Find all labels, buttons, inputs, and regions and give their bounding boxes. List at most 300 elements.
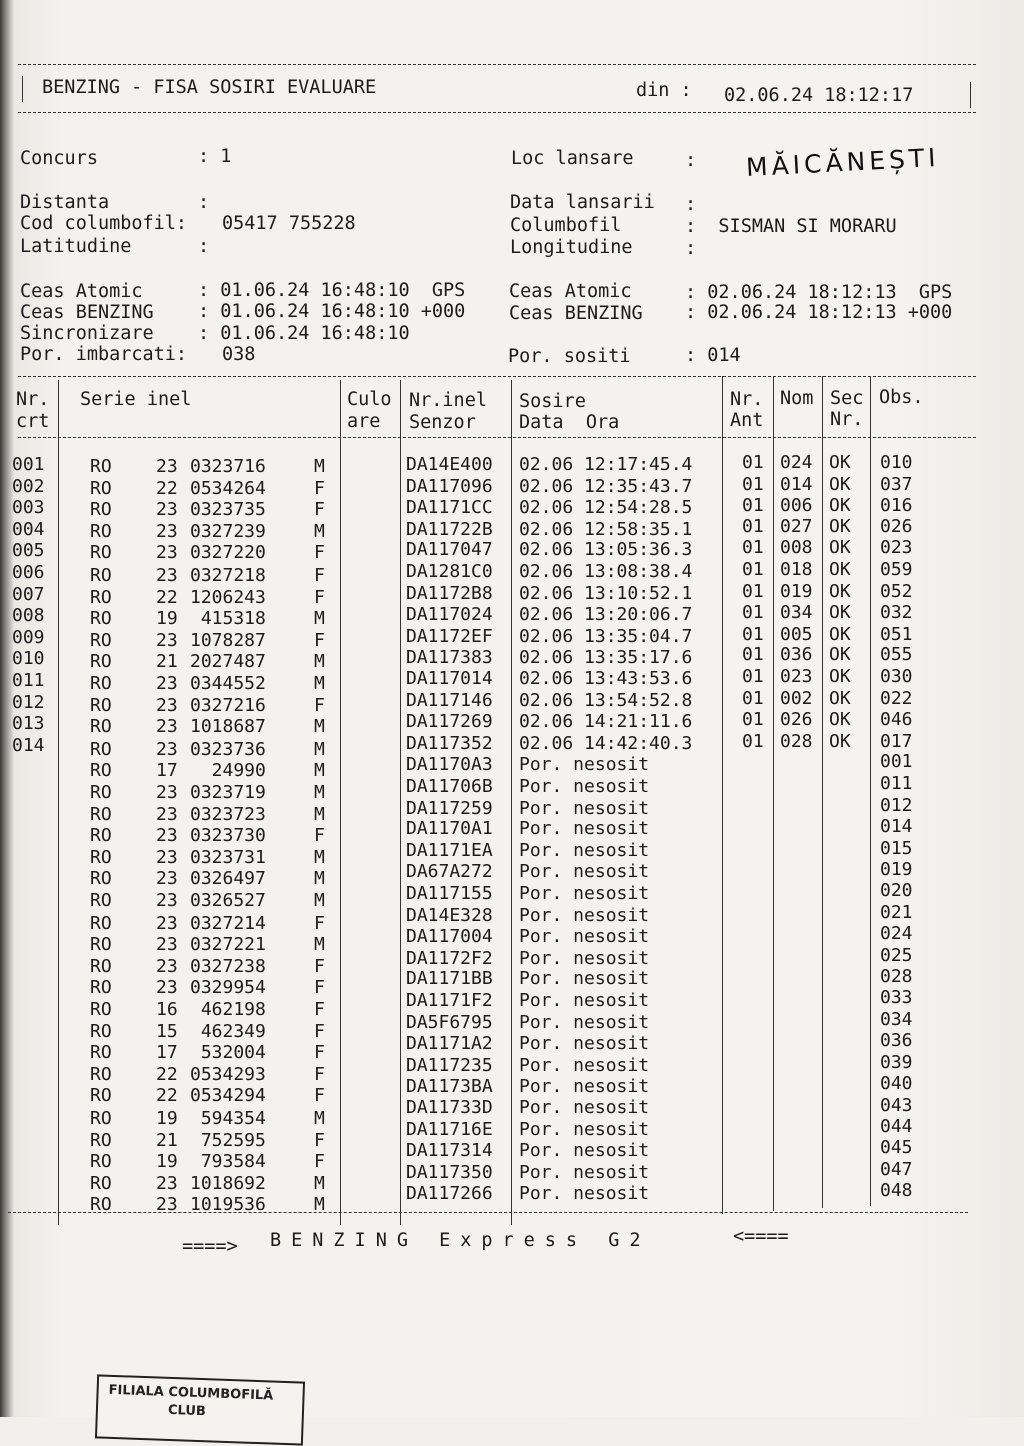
row-nom: 034 — [780, 602, 813, 624]
row-nom: 006 — [780, 495, 813, 517]
row-obs: 023 — [880, 537, 913, 559]
row-obs: 019 — [880, 859, 913, 881]
row-tara: RO — [90, 1194, 112, 1216]
row-an: 23 — [156, 1172, 178, 1194]
row-an: 23 — [156, 520, 178, 542]
row-sec: OK — [829, 452, 851, 473]
row-sosire: Por. nesosit — [519, 1076, 650, 1098]
table-row — [0, 880, 1024, 911]
col-nr-ant-2: Ant — [730, 410, 764, 431]
row-sosire: Por. nesosit — [519, 1161, 650, 1183]
longitudine-sep: : — [685, 238, 697, 259]
row-inel: 0534264 — [190, 477, 266, 499]
row-senzor: DA14E400 — [406, 454, 493, 475]
row-sex: F — [314, 565, 325, 586]
row-ant: 01 — [742, 452, 764, 473]
row-crt: 010 — [12, 648, 45, 670]
row-inel: 0323730 — [190, 825, 266, 847]
row-inel: 1206243 — [190, 586, 266, 608]
row-crt: 011 — [12, 670, 45, 691]
row-tara: RO — [90, 955, 112, 977]
row-sosire: Por. nesosit — [519, 883, 650, 904]
row-senzor: DA1172F2 — [406, 947, 493, 969]
row-inel: 0326527 — [190, 890, 266, 911]
row-an: 16 — [156, 999, 178, 1020]
row-an: 21 — [156, 651, 178, 673]
row-sex: F — [314, 477, 325, 499]
row-inel: 0327238 — [190, 955, 266, 977]
row-an: 23 — [156, 542, 178, 564]
loc-lansare-handwritten: MĂICĂNEȘTI — [745, 142, 941, 183]
row-sosire: Por. nesosit — [519, 839, 650, 861]
row-obs: 047 — [880, 1158, 913, 1180]
loc-lansare-sep: : — [685, 150, 697, 171]
table-row — [0, 580, 1024, 608]
row-senzor: DA117269 — [406, 711, 493, 733]
row-obs: 024 — [880, 923, 913, 945]
row-an: 19 — [156, 1151, 178, 1173]
row-senzor: DA117146 — [406, 689, 493, 711]
row-obs: 001 — [880, 751, 913, 773]
row-sex: M — [314, 1194, 325, 1216]
row-sex: F — [314, 499, 325, 521]
row-sex: F — [314, 912, 325, 934]
row-obs: 040 — [880, 1073, 913, 1095]
row-sosire: Por. nesosit — [519, 947, 650, 969]
row-senzor: DA1171BB — [406, 968, 493, 990]
col-culoare-1: Culo — [347, 389, 392, 410]
row-obs: 014 — [880, 816, 913, 838]
col-nom: Nom — [780, 388, 814, 409]
col-nr-ant-1: Nr. — [730, 389, 764, 410]
row-obs: 045 — [880, 1137, 913, 1159]
row-sosire: 02.06 13:35:04.7 — [519, 625, 693, 647]
ceas-atomic-start-value: : 01.06.24 16:48:10 GPS — [198, 280, 466, 301]
row-obs: 036 — [880, 1030, 913, 1052]
row-ant: 01 — [742, 515, 764, 537]
row-inel: 462349 — [190, 1020, 266, 1042]
row-tara: RO — [90, 738, 112, 760]
row-senzor: DA117024 — [406, 604, 493, 626]
row-sec: OK — [829, 709, 851, 731]
row-ant: 01 — [742, 537, 764, 559]
latitudine-sep: : — [198, 236, 210, 257]
row-senzor: DA1171A2 — [406, 1033, 493, 1055]
row-sosire: Por. nesosit — [519, 1140, 650, 1162]
row-senzor: DA117235 — [406, 1054, 493, 1076]
row-an: 23 — [156, 846, 178, 868]
row-sex: F — [314, 629, 325, 651]
row-tara: RO — [90, 868, 112, 890]
data-lansarii-sep: : — [685, 194, 697, 215]
row-tara: RO — [90, 977, 112, 999]
row-tara: RO — [90, 782, 112, 803]
row-tara: RO — [90, 999, 112, 1020]
row-ant: 01 — [742, 730, 764, 752]
ceas-atomic-start-label: Ceas Atomic — [20, 281, 143, 302]
row-tara: RO — [90, 846, 112, 868]
distanta-sep: : — [198, 192, 210, 213]
row-nom: 023 — [780, 666, 813, 687]
row-senzor: DA1281C0 — [406, 561, 493, 582]
row-ant: 01 — [742, 644, 764, 666]
row-sosire: Por. nesosit — [519, 1183, 650, 1205]
row-crt: 009 — [12, 626, 45, 648]
col-data-ora: Data Ora — [519, 412, 620, 433]
row-sec: OK — [829, 602, 851, 624]
row-senzor: DA11722B — [406, 518, 493, 540]
row-inel: 0327220 — [190, 542, 266, 564]
row-sosire: 02.06 13:08:38.4 — [519, 561, 693, 582]
row-sex: F — [314, 977, 325, 999]
table-header-rule — [18, 437, 976, 438]
row-crt: 006 — [12, 562, 45, 583]
row-sosire: Por. nesosit — [519, 1118, 650, 1140]
row-crt: 007 — [12, 583, 45, 605]
col-crt: crt — [16, 411, 50, 432]
row-sosire: 02.06 12:35:43.7 — [519, 475, 693, 497]
table-row — [0, 751, 1024, 782]
row-tara: RO — [90, 912, 112, 934]
club-stamp — [95, 1374, 305, 1445]
ceas-atomic-end-label: Ceas Atomic — [509, 281, 632, 302]
table-row — [0, 730, 1024, 760]
row-sosire: 02.06 13:54:52.8 — [519, 689, 693, 711]
row-sosire: Por. nesosit — [519, 1054, 650, 1076]
col-culoare-2: are — [347, 411, 381, 432]
ceas-atomic-end-value: : 02.06.24 18:12:13 GPS — [685, 282, 953, 303]
row-tara: RO — [90, 890, 112, 911]
row-senzor: DA117383 — [406, 647, 493, 669]
row-sec: OK — [829, 666, 851, 687]
row-senzor: DA117314 — [406, 1140, 493, 1162]
row-an: 23 — [156, 499, 178, 521]
row-senzor: DA117352 — [406, 732, 493, 754]
row-obs: 010 — [880, 452, 913, 473]
row-sex: M — [314, 1172, 325, 1194]
table-row — [0, 773, 1024, 803]
col-senzor: Senzor — [409, 412, 476, 433]
row-inel: 2027487 — [190, 651, 266, 673]
row-tara: RO — [90, 1085, 112, 1107]
row-tara: RO — [90, 934, 112, 956]
row-sosire: 02.06 13:05:36.3 — [519, 539, 693, 561]
row-an: 23 — [156, 782, 178, 803]
concurs-value: : 1 — [198, 146, 232, 167]
row-sex: M — [314, 608, 325, 630]
row-an: 23 — [156, 716, 178, 738]
row-obs: 048 — [880, 1180, 913, 1202]
row-sosire: 02.06 13:20:06.7 — [519, 604, 693, 626]
row-sosire: Por. nesosit — [519, 1011, 650, 1033]
header-left-bar — [22, 76, 23, 102]
row-inel: 0327214 — [190, 912, 266, 934]
ceas-benzing-start-value: : 01.06.24 16:48:10 +000 — [198, 301, 466, 322]
row-sex: M — [314, 673, 325, 694]
imbarcati-value: 038 — [222, 344, 256, 365]
row-an: 23 — [156, 565, 178, 586]
footer-left-arrow: ====> — [182, 1236, 238, 1257]
row-ant: 01 — [742, 559, 764, 580]
row-tara: RO — [90, 1172, 112, 1194]
table-top-rule — [18, 376, 976, 377]
row-ant: 01 — [742, 495, 764, 517]
row-ant: 01 — [742, 687, 764, 709]
row-an: 17 — [156, 1042, 178, 1064]
row-inel: 0327239 — [190, 520, 266, 542]
row-senzor: DA1170A3 — [406, 754, 493, 776]
row-tara: RO — [90, 565, 112, 586]
table-row — [0, 837, 1024, 868]
row-tara: RO — [90, 1020, 112, 1042]
row-sec: OK — [829, 515, 851, 537]
row-inel: 1018687 — [190, 716, 266, 738]
cod-columbofil-value: 05417 755228 — [222, 213, 356, 234]
row-an: 23 — [156, 912, 178, 934]
table-row — [0, 559, 1024, 586]
row-nom: 024 — [780, 452, 813, 473]
row-obs: 032 — [880, 602, 913, 624]
row-tara: RO — [90, 673, 112, 694]
row-inel: 0327221 — [190, 934, 266, 956]
col-nr-inel: Nr.inel — [409, 390, 487, 411]
row-tara: RO — [90, 499, 112, 521]
row-an: 23 — [156, 955, 178, 977]
row-obs: 022 — [880, 687, 913, 709]
row-sosire: Por. nesosit — [519, 797, 650, 819]
row-obs: 016 — [880, 495, 913, 517]
row-sosire: Por. nesosit — [519, 1033, 650, 1055]
row-ant: 01 — [742, 473, 764, 495]
row-sec: OK — [829, 687, 851, 709]
row-sex: F — [314, 999, 325, 1020]
row-sex: F — [314, 1063, 325, 1085]
row-sosire: Por. nesosit — [519, 968, 650, 990]
latitudine-label: Latitudine — [20, 236, 132, 257]
col-sec-1: Sec — [830, 388, 864, 409]
row-sex: M — [314, 738, 325, 760]
row-sosire: Por. nesosit — [519, 861, 650, 883]
row-tara: RO — [90, 1151, 112, 1173]
row-sex: F — [314, 1151, 325, 1173]
row-senzor: DA117047 — [406, 539, 493, 561]
row-an: 23 — [156, 890, 178, 911]
row-tara: RO — [90, 520, 112, 542]
row-sec: OK — [829, 580, 851, 602]
row-crt: 008 — [12, 605, 45, 627]
row-nom: 008 — [780, 537, 813, 559]
col-sosire: Sosire — [519, 391, 586, 412]
sositi-label: Por. sositi — [508, 346, 631, 367]
row-sosire: 02.06 13:35:17.6 — [519, 647, 693, 669]
row-inel: 0327218 — [190, 565, 266, 586]
row-obs: 028 — [880, 966, 913, 988]
row-sex: M — [314, 868, 325, 890]
table-row — [0, 666, 1024, 694]
row-ant: 01 — [742, 602, 764, 624]
row-an: 23 — [156, 456, 178, 477]
header-bottom-rule — [18, 112, 976, 113]
row-obs: 033 — [880, 987, 913, 1008]
row-sec: OK — [829, 730, 851, 752]
row-sosire: 02.06 13:43:53.6 — [519, 668, 693, 689]
row-inel: 532004 — [190, 1042, 266, 1064]
row-nom: 019 — [780, 580, 813, 602]
row-obs: 059 — [880, 559, 913, 580]
row-inel: 752595 — [190, 1129, 266, 1151]
row-sex: M — [314, 520, 325, 542]
row-sosire: 02.06 14:42:40.3 — [519, 732, 693, 754]
row-tara: RO — [90, 456, 112, 477]
row-obs: 034 — [880, 1008, 913, 1030]
row-sex: F — [314, 542, 325, 564]
footer-text: BENZING Express G2 — [270, 1230, 651, 1251]
row-an: 21 — [156, 1129, 178, 1151]
sincronizare-label: Sincronizare — [20, 323, 154, 344]
row-crt: 001 — [12, 454, 45, 475]
row-an: 23 — [156, 629, 178, 651]
row-inel: 0327216 — [190, 694, 266, 716]
row-an: 22 — [156, 1085, 178, 1107]
row-obs: 020 — [880, 880, 913, 901]
row-sex: F — [314, 1085, 325, 1107]
row-sosire: Por. nesosit — [519, 904, 650, 926]
row-tara: RO — [90, 760, 112, 782]
row-sec: OK — [829, 473, 851, 495]
table-row — [0, 816, 1024, 847]
row-nom: 027 — [780, 515, 813, 537]
imbarcati-label: Por. imbarcati: — [20, 344, 188, 365]
row-senzor: DA5F6795 — [406, 1011, 493, 1033]
row-sosire: Por. nesosit — [519, 754, 650, 776]
row-an: 17 — [156, 760, 178, 782]
row-obs: 044 — [880, 1115, 913, 1137]
row-inel: 24990 — [190, 760, 266, 782]
row-an: 23 — [156, 825, 178, 847]
row-sosire: 02.06 14:21:11.6 — [519, 711, 693, 733]
table-row — [0, 602, 1024, 630]
row-inel: 1018692 — [190, 1172, 266, 1194]
stamp-line-1: FILIALA COLUMBOFILĂ — [108, 1382, 274, 1404]
row-sex: F — [314, 955, 325, 977]
row-tara: RO — [90, 1129, 112, 1151]
row-inel: 0534294 — [190, 1085, 266, 1107]
row-obs: 025 — [880, 944, 913, 966]
row-sec: OK — [829, 559, 851, 580]
row-senzor: DA1171CC — [406, 497, 493, 519]
row-senzor: DA1173BA — [406, 1076, 493, 1098]
table-row — [0, 794, 1024, 825]
data-lansarii-label: Data lansarii — [510, 192, 655, 213]
row-senzor: DA1172B8 — [406, 582, 493, 604]
table-row — [0, 687, 1024, 716]
row-inel: 1019536 — [190, 1194, 266, 1216]
row-crt: 004 — [12, 518, 45, 540]
row-ant: 01 — [742, 623, 764, 645]
row-sex: M — [314, 782, 325, 803]
row-crt: 013 — [12, 713, 45, 735]
table-row — [0, 537, 1024, 564]
row-crt: 005 — [12, 540, 45, 562]
row-senzor: DA67A272 — [406, 861, 493, 883]
col-nr: Nr. — [16, 389, 50, 410]
sincronizare-value: : 01.06.24 16:48:10 — [198, 323, 410, 344]
row-sosire: Por. nesosit — [519, 926, 650, 948]
row-sec: OK — [829, 623, 851, 645]
row-sex: M — [314, 1108, 325, 1129]
row-tara: RO — [90, 716, 112, 738]
row-ant: 01 — [742, 666, 764, 687]
row-sosire: 02.06 12:58:35.1 — [519, 518, 693, 540]
page-title: BENZING - FISA SOSIRI EVALUARE — [42, 77, 377, 98]
row-sex: M — [314, 890, 325, 911]
row-obs: 052 — [880, 580, 913, 602]
row-sex: M — [314, 651, 325, 673]
row-an: 15 — [156, 1020, 178, 1042]
row-obs: 011 — [880, 773, 913, 794]
row-tara: RO — [90, 608, 112, 630]
row-sosire: Por. nesosit — [519, 1097, 650, 1118]
row-inel: 0323736 — [190, 738, 266, 760]
row-tara: RO — [90, 1042, 112, 1064]
table-row — [0, 623, 1024, 651]
row-obs: 037 — [880, 473, 913, 495]
table-row — [0, 473, 1024, 499]
row-an: 23 — [156, 1194, 178, 1216]
sositi-value: : 014 — [685, 345, 741, 366]
din-value: 02.06.24 18:12:17 — [724, 85, 914, 106]
row-sex: M — [314, 803, 325, 825]
row-sec: OK — [829, 537, 851, 559]
row-ant: 01 — [742, 580, 764, 602]
row-sex: F — [314, 1042, 325, 1064]
row-senzor: DA1171EA — [406, 839, 493, 861]
row-inel: 0323735 — [190, 499, 266, 521]
row-senzor: DA117155 — [406, 883, 493, 904]
row-inel: 0344552 — [190, 673, 266, 694]
row-crt: 002 — [12, 475, 45, 497]
row-senzor: DA14E328 — [406, 904, 493, 926]
row-an: 23 — [156, 977, 178, 999]
header-top-rule — [18, 64, 976, 65]
row-an: 23 — [156, 803, 178, 825]
columbofil-value: : SISMAN SI MORARU — [685, 216, 897, 237]
row-sex: F — [314, 1020, 325, 1042]
columbofil-label: Columbofil — [510, 215, 622, 236]
row-an: 22 — [156, 1063, 178, 1085]
row-sosire: 02.06 13:10:52.1 — [519, 582, 693, 604]
row-obs: 051 — [880, 623, 913, 645]
din-label: din : — [636, 80, 692, 101]
concurs-label: Concurs — [20, 148, 98, 169]
row-sosire: 02.06 12:54:28.5 — [519, 497, 693, 519]
row-nom: 036 — [780, 644, 813, 666]
row-obs: 046 — [880, 709, 913, 731]
cod-columbofil-label: Cod columbofil: — [20, 213, 188, 234]
row-senzor: DA1171F2 — [406, 990, 493, 1011]
row-inel: 594354 — [190, 1108, 266, 1129]
row-inel: 415318 — [190, 608, 266, 630]
row-tara: RO — [90, 629, 112, 651]
row-tara: RO — [90, 694, 112, 716]
row-inel: 0323719 — [190, 782, 266, 803]
row-crt: 012 — [12, 691, 45, 713]
row-an: 19 — [156, 1108, 178, 1129]
row-inel: 462198 — [190, 999, 266, 1020]
row-obs: 043 — [880, 1095, 913, 1116]
row-obs: 055 — [880, 644, 913, 666]
row-tara: RO — [90, 803, 112, 825]
